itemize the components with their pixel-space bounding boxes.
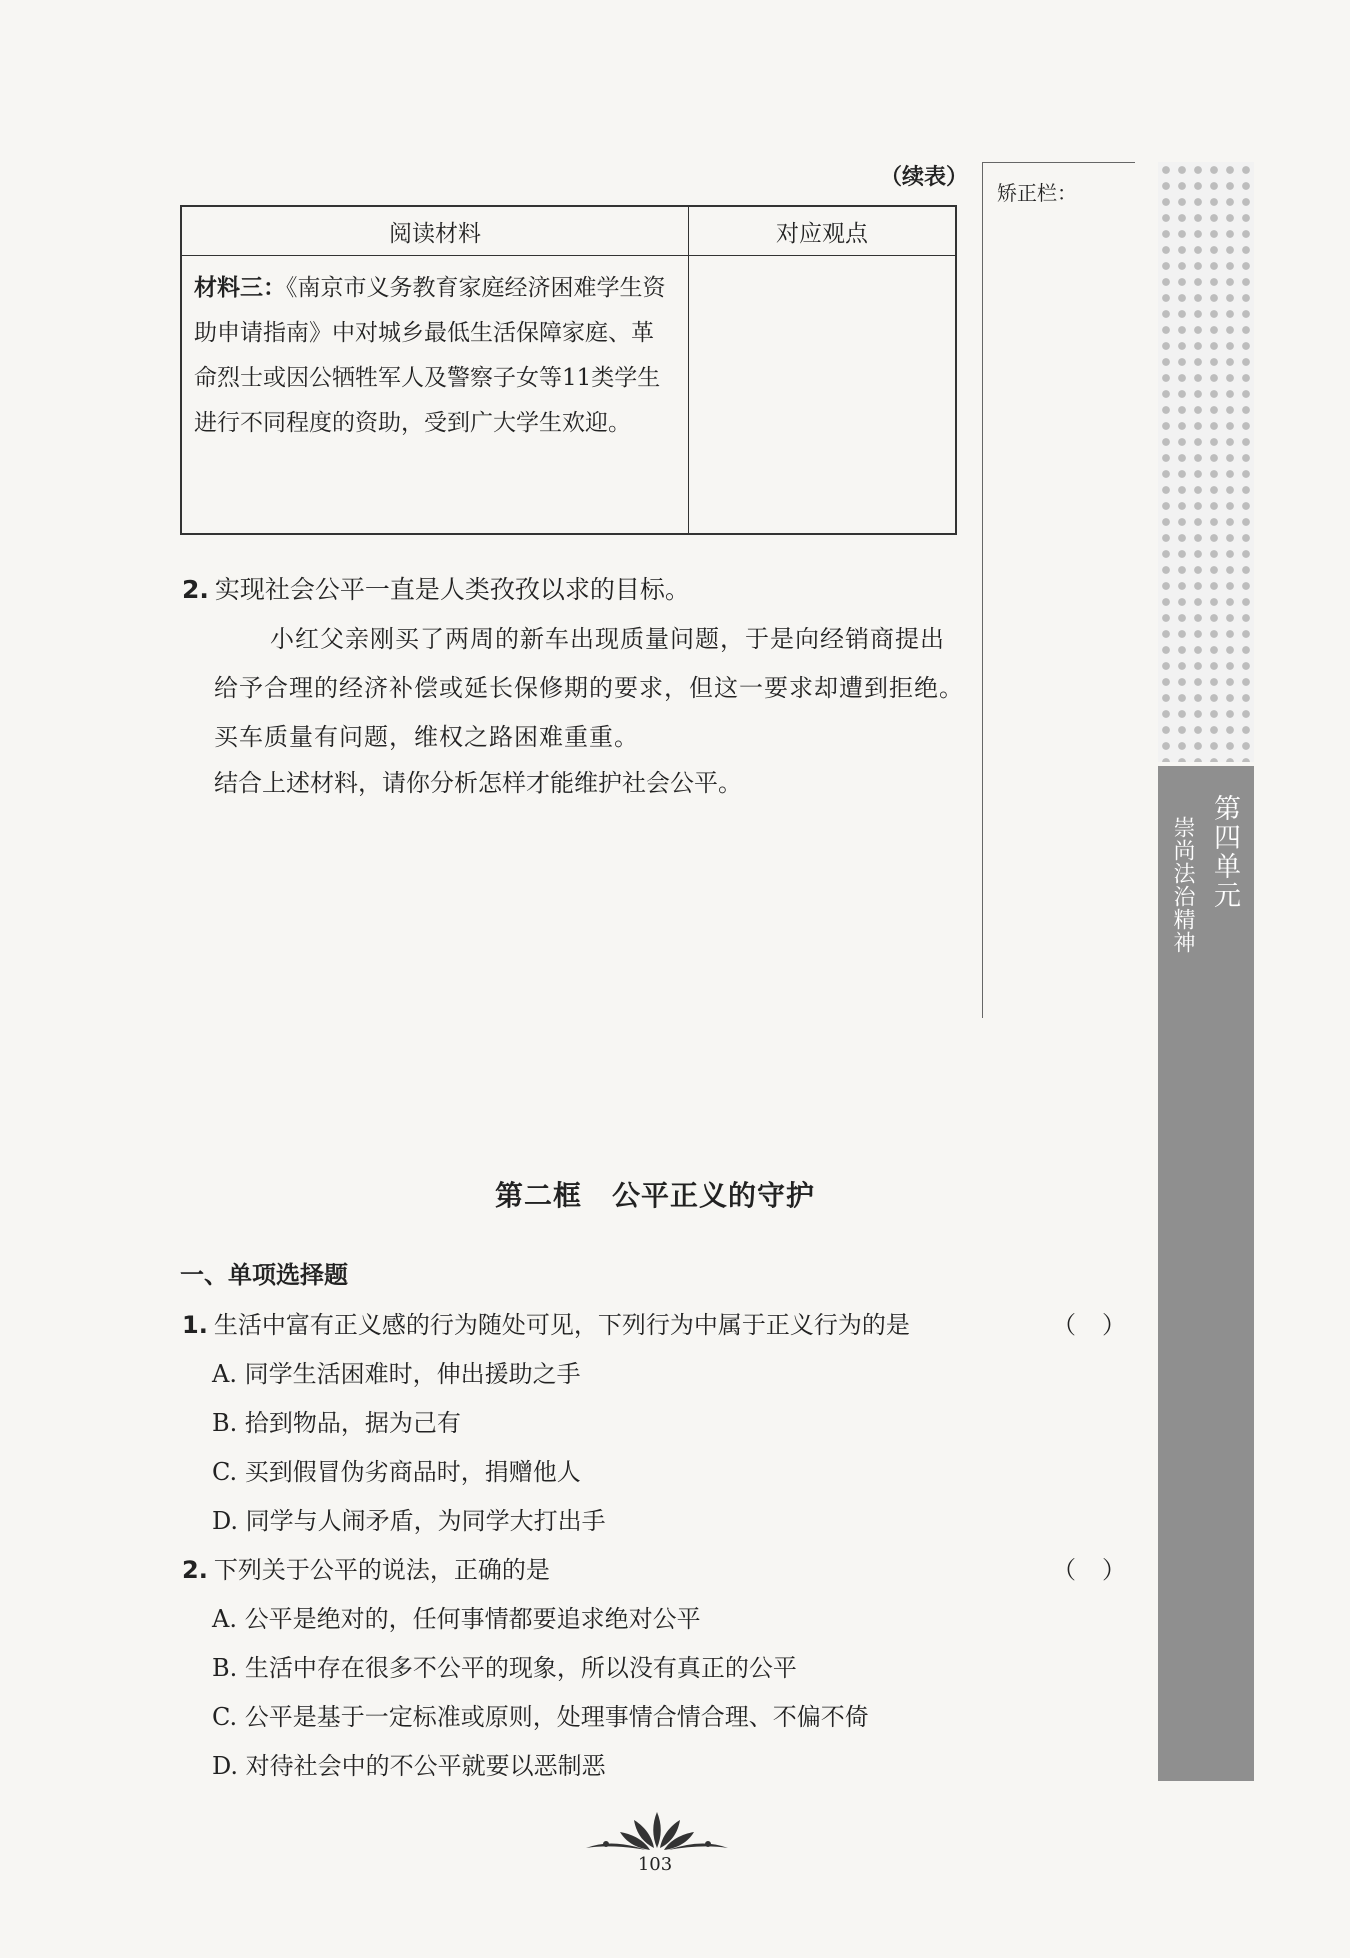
- question-1-option-d: D. 同学与人闹矛盾，为同学大打出手: [212, 1507, 606, 1535]
- table-header-material: 阅读材料: [181, 206, 689, 256]
- material-label: 材料三：: [194, 275, 286, 301]
- question-2-answer-bracket[interactable]: [1052, 1550, 1152, 1585]
- material-text: 《南京市义务教育家庭经济困难学生资助申请指南》中对城乡最低生活保障家庭、革命烈士或因公牺牲军人及警察子女等11类学生进行不同程度的资助，受到广大学生欢迎。: [194, 275, 666, 436]
- question-2-number: 2.: [182, 1556, 208, 1584]
- section-frame: 第二框: [494, 1179, 582, 1212]
- bracket-open: （: [1052, 1556, 1076, 1584]
- question-2-stem: [182, 1550, 550, 1585]
- question2-title: 实现社会公平一直是人类孜孜以求的目标。: [214, 575, 690, 604]
- question-1-option-a: A. 同学生活困难时，伸出援助之手: [212, 1360, 581, 1388]
- unit-title: 第四单元: [1209, 794, 1240, 910]
- section-title: [0, 1174, 1310, 1214]
- question-1-text: 生活中富有正义感的行为随处可见，下列行为中属于正义行为的是: [213, 1311, 910, 1339]
- question-2-option-c: C. 公平是基于一定标准或原则，处理事情合情合理、不偏不倚: [212, 1703, 869, 1731]
- question-1-answer-bracket[interactable]: [1052, 1305, 1152, 1340]
- choice-heading: 一、单项选择题: [180, 1261, 348, 1289]
- question2-heading: [182, 570, 690, 606]
- question-2-option-b: B. 生活中存在很多不公平的现象，所以没有真正的公平: [212, 1654, 797, 1682]
- question2-number: 2.: [182, 575, 209, 604]
- question-2-option-a: A. 公平是绝对的，任何事情都要追求绝对公平: [212, 1605, 701, 1633]
- question-1-stem: [182, 1305, 910, 1340]
- unit-side-tab: [1158, 766, 1254, 1781]
- section-name: 公平正义的守护: [612, 1179, 816, 1212]
- question-1-number: 1.: [182, 1311, 208, 1339]
- reading-table: [180, 205, 957, 535]
- correction-label: 矫正栏：: [997, 181, 1077, 205]
- table-header-viewpoint: 对应观点: [689, 206, 957, 256]
- continued-label: （续表）: [880, 165, 969, 190]
- bracket-close: ）: [1102, 1311, 1126, 1339]
- question-2-option-d: D. 对待社会中的不公平就要以恶制恶: [212, 1752, 606, 1780]
- page-number: 103: [637, 1854, 673, 1875]
- question2-prompt: 结合上述材料，请你分析怎样才能维护社会公平。: [214, 769, 742, 797]
- side-decoration: [1158, 162, 1254, 762]
- correction-panel[interactable]: [982, 162, 1135, 1018]
- question-1-option-c: C. 买到假冒伪劣商品时，捐赠他人: [212, 1458, 581, 1486]
- unit-subtitle: 崇尚法治精神: [1170, 816, 1195, 954]
- leaf-ornament-icon: [582, 1808, 732, 1854]
- bracket-close: ）: [1102, 1556, 1126, 1584]
- question-2-text: 下列关于公平的说法，正确的是: [213, 1556, 550, 1584]
- viewpoint-cell[interactable]: [689, 256, 957, 535]
- material-cell: [181, 256, 689, 535]
- bracket-open: （: [1052, 1311, 1076, 1339]
- question-1-option-b: B. 拾到物品，据为己有: [212, 1409, 461, 1437]
- question2-paragraph: 小红父亲刚买了两周的新车出现质量问题，于是向经销商提出给予合理的经济补偿或延长保修期的要求，但这一要求却遭到拒绝。买车质量有问题，维权之路困难重重。: [214, 625, 964, 751]
